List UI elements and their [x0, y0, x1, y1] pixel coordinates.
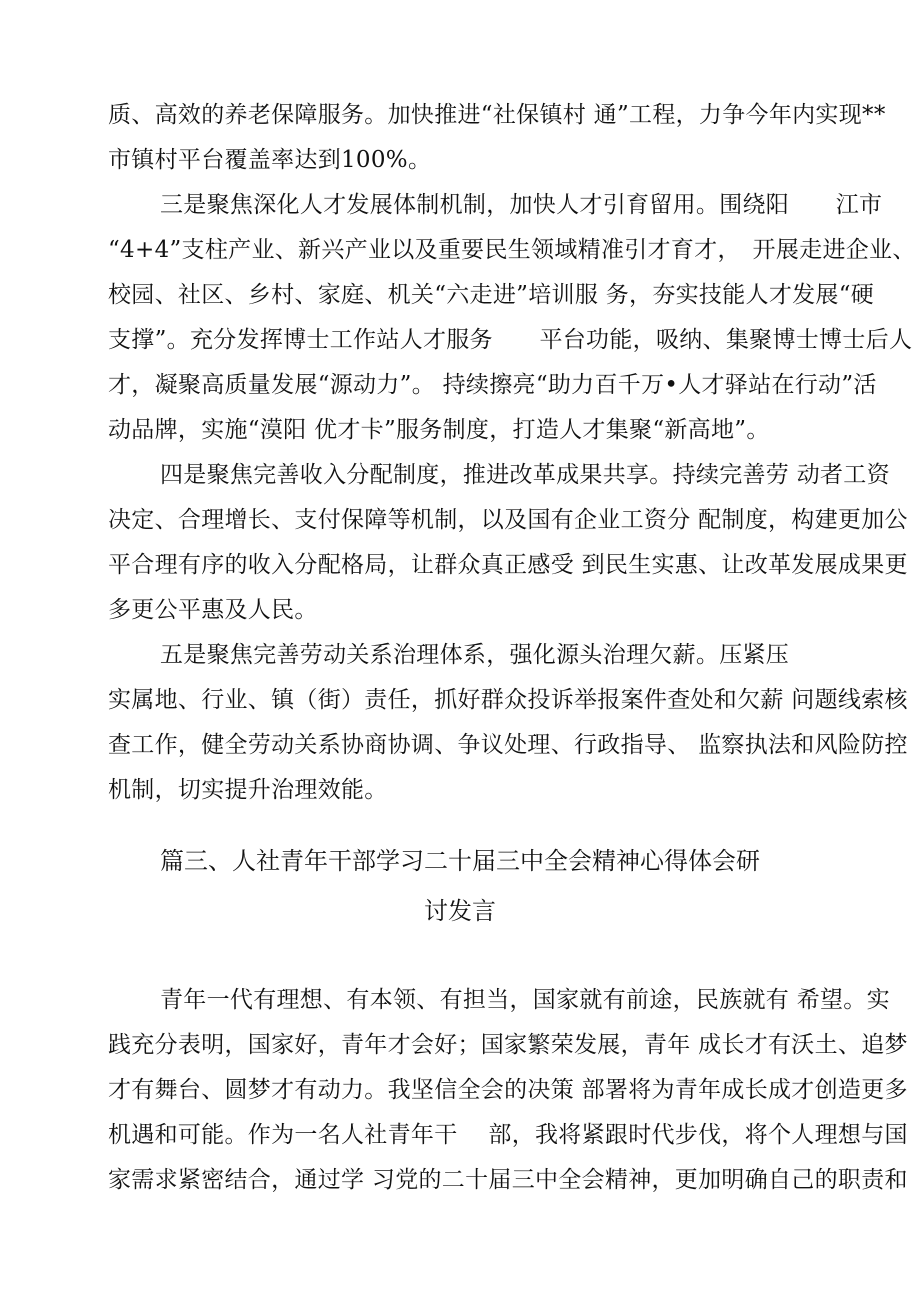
body-line-2: 践充分表明，国家好，青年才会好；国家繁荣发展，青年 成长才有沃土、追梦	[108, 1032, 908, 1058]
body-line-4: 机遇和可能。作为一名人社青年干 部，我将紧跟时代步伐，将个人理想与国	[108, 1122, 908, 1148]
body-line-5: 家需求紧密结合，通过学 习党的二十届三中全会精神，更加明确自己的职责和	[108, 1167, 908, 1193]
paragraph-4-line-2: 实属地、行业、镇（街）责任，抓好群众投诉举报案件查处和欠薪 问题线索核	[108, 687, 908, 713]
paragraph-4-line-1: 五是聚焦完善劳动关系治理体系，强化源头治理欠薪。压紧压	[160, 642, 790, 668]
paragraph-4-line-3: 查工作，健全劳动关系协商协调、争议处理、行政指导、 监察执法和风险防控	[108, 732, 908, 758]
paragraph-2-line-2: “4+4”支柱产业、新兴产业以及重要民生领域精准引才育才， 开展走进企业、	[108, 237, 916, 263]
paragraph-1-line-1: 质、高效的养老保障服务。加快推进“社保镇村 通”工程，力争今年内实现**	[108, 102, 886, 128]
paragraph-2-line-5: 才，凝聚高质量发展“源动力”。 持续擦亮“助力百千万•人才驿站在行动”活	[108, 372, 877, 398]
paragraph-2-line-4: 支撑”。充分发挥博士工作站人才服务 平台功能，吸纳、集聚博士博士后人	[108, 327, 913, 353]
paragraph-1-line-2: 市镇村平台覆盖率达到100%。	[108, 147, 432, 173]
body-line-3: 才有舞台、圆梦才有动力。我坚信全会的决策 部署将为青年成长成才创造更多	[108, 1077, 908, 1103]
paragraph-3-line-2: 决定、合理增长、支付保障等机制，以及国有企业工资分 配制度，构建更加公	[108, 507, 908, 533]
paragraph-2-line-1: 三是聚焦深化人才发展体制机制，加快人才引育留用。围绕阳 江市	[160, 192, 883, 218]
paragraph-2-line-6: 动品牌，实施“漠阳 优才卡”服务制度，打造人才集聚“新高地”。	[108, 417, 770, 443]
section-heading-line-2: 讨发言	[424, 897, 496, 925]
paragraph-3-line-3: 平合理有序的收入分配格局，让群众真正感受 到民生实惠、让改革发展成果更	[108, 552, 908, 578]
paragraph-3-line-4: 多更公平惠及人民。	[108, 597, 318, 623]
paragraph-3-line-1: 四是聚焦完善收入分配制度，推进改革成果共享。持续完善劳 动者工资	[160, 462, 890, 488]
body-line-1: 青年一代有理想、有本领、有担当，国家就有前途，民族就有 希望。实	[160, 987, 890, 1013]
section-heading-line-1: 篇三、人社青年干部学习二十届三中全会精神心得体会研	[160, 847, 760, 875]
paragraph-2-line-3: 校园、社区、乡村、家庭、机关“六走进”培训服 务，夯实技能人才发展“硬	[108, 282, 875, 308]
paragraph-4-line-4: 机制，切实提升治理效能。	[108, 777, 388, 803]
